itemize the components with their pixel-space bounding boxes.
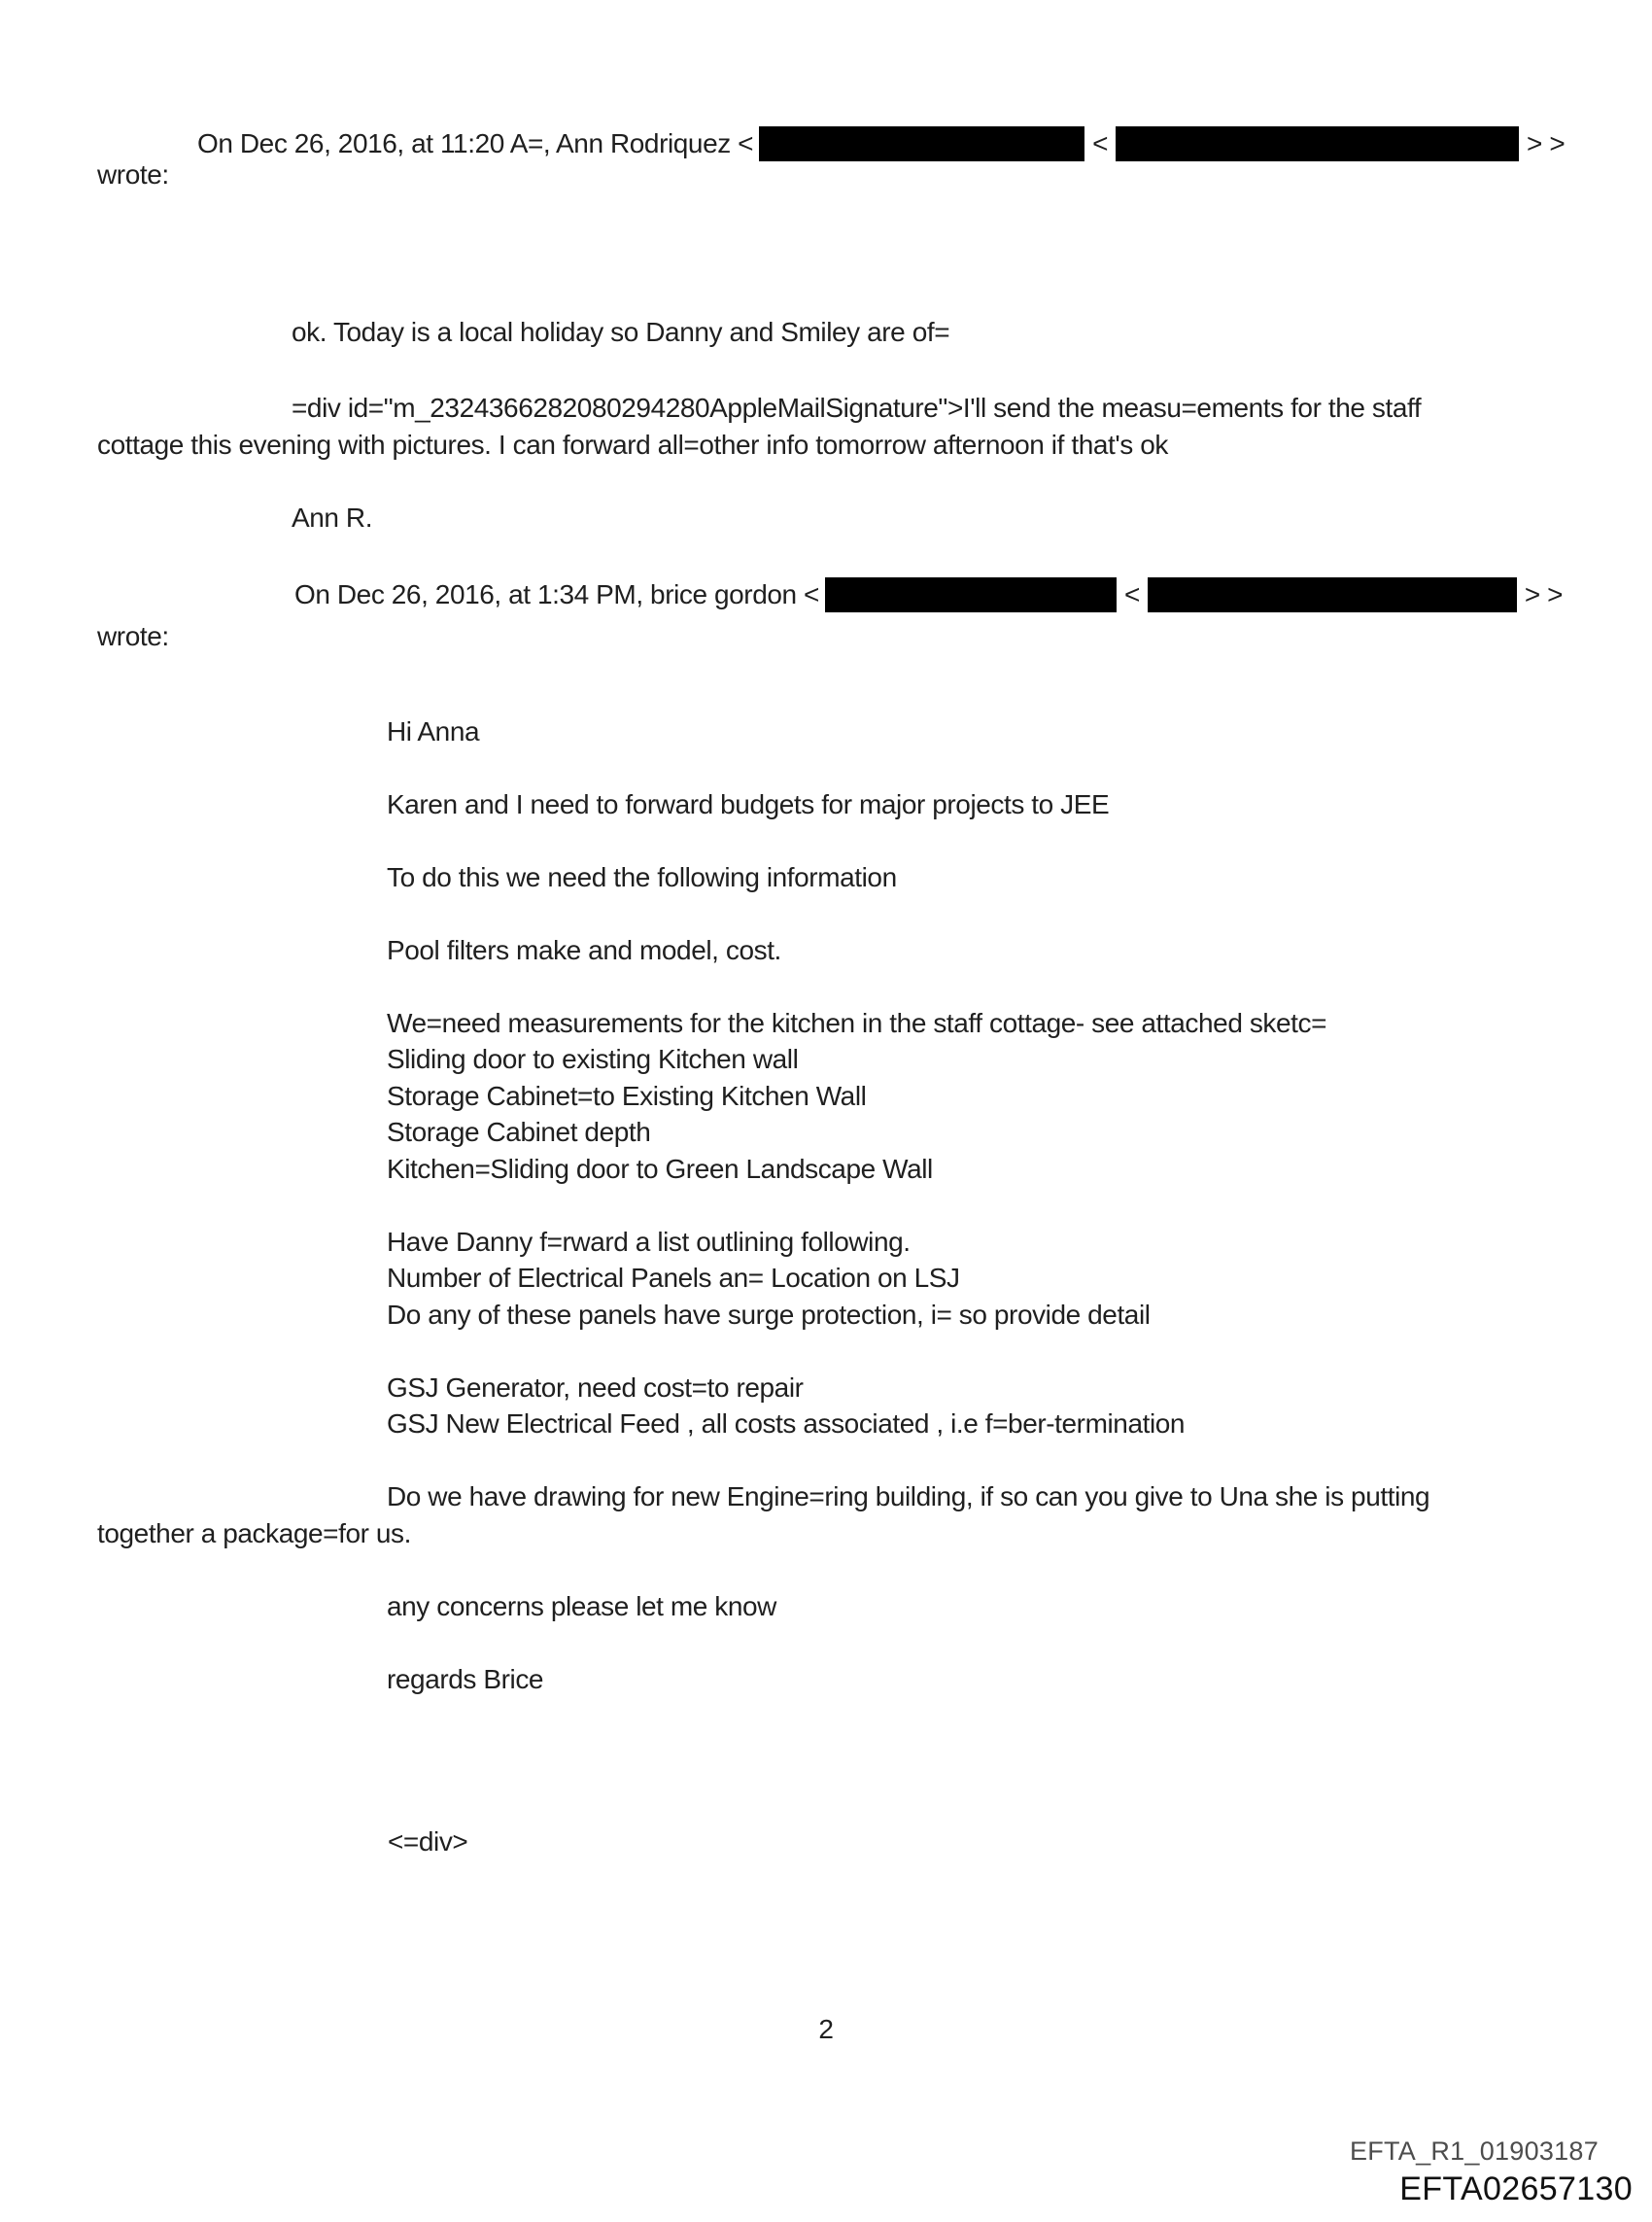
brice-message-line: Have Danny f=rward a list outlining following. bbox=[387, 1227, 911, 1257]
brice-message-line: any concerns please let me know bbox=[387, 1591, 776, 1621]
brice-message-line: Do any of these panels have surge protection, i= so provide detail bbox=[387, 1300, 1151, 1330]
redaction-bar bbox=[1148, 577, 1517, 612]
bates-number-primary: EFTA02657130 bbox=[1399, 2170, 1633, 2207]
brice-message-line: Pool filters make and model, cost. bbox=[387, 935, 781, 965]
ann-signature: Ann R. bbox=[292, 503, 373, 533]
brice-message-line: Storage Cabinet depth bbox=[387, 1117, 651, 1147]
brice-message-line: Sliding door to existing Kitchen wall bbox=[387, 1044, 799, 1074]
quoted-header-brice-separator: < bbox=[1123, 579, 1140, 609]
brice-signature: regards Brice bbox=[387, 1664, 544, 1694]
quoted-header-ann-separator: < bbox=[1092, 128, 1109, 158]
quoted-header-ann-wrote: wrote: bbox=[97, 159, 169, 190]
mime-artifact: <=div> bbox=[388, 1826, 468, 1857]
brice-message-line: GSJ Generator, need cost=to repair bbox=[387, 1372, 804, 1403]
brice-message-line: To do this we need the following information bbox=[387, 862, 897, 892]
redaction-bar bbox=[825, 577, 1117, 612]
quoted-header-ann-text: On Dec 26, 2016, at 11:20 A=, Ann Rodriquez < bbox=[197, 128, 754, 158]
brice-message-line: We=need measurements for the kitchen in the staff cottage- see attached sketc= bbox=[387, 1008, 1327, 1038]
brice-message-line: Number of Electrical Panels an= Location on LSJ bbox=[387, 1263, 960, 1293]
quoted-header-ann bbox=[197, 125, 1572, 162]
brice-message-line: Karen and I need to forward budgets for major projects to JEE bbox=[387, 789, 1110, 819]
brice-message-line: Do we have drawing for new Engine=ring building, if so can you give to Una she is putting bbox=[387, 1481, 1430, 1511]
brice-message-line: GSJ New Electrical Feed , all costs associated , i.e f=ber-termination bbox=[387, 1408, 1186, 1439]
brice-message-line: together a package=for us. bbox=[97, 1518, 411, 1548]
quoted-header-brice-wrote: wrote: bbox=[97, 621, 169, 651]
redaction-bar bbox=[759, 126, 1084, 161]
ann-message-line: ok. Today is a local holiday so Danny and Smiley are of= bbox=[292, 317, 950, 347]
quoted-header-brice bbox=[294, 576, 1570, 613]
brice-greeting: Hi Anna bbox=[387, 716, 480, 746]
page-number: 2 bbox=[818, 2014, 834, 2044]
brice-message-line: Storage Cabinet=to Existing Kitchen Wall bbox=[387, 1081, 867, 1111]
ann-message-line: cottage this evening with pictures. I can forward all=other info tomorrow afternoon if that's ok bbox=[97, 430, 1168, 460]
ann-message-line: =div id="m_2324366282080294280AppleMailSignature">I'll send the measu=ements for the staff bbox=[292, 393, 1422, 423]
redaction-bar bbox=[1116, 126, 1519, 161]
quoted-header-ann-suffix: > > bbox=[1527, 128, 1566, 158]
quoted-header-brice-suffix: > > bbox=[1524, 579, 1564, 609]
brice-message-line: Kitchen=Sliding door to Green Landscape Wall bbox=[387, 1154, 933, 1184]
bates-number-secondary: EFTA_R1_01903187 bbox=[1350, 2136, 1599, 2166]
quoted-header-brice-text: On Dec 26, 2016, at 1:34 PM, brice gordon < bbox=[294, 579, 819, 609]
